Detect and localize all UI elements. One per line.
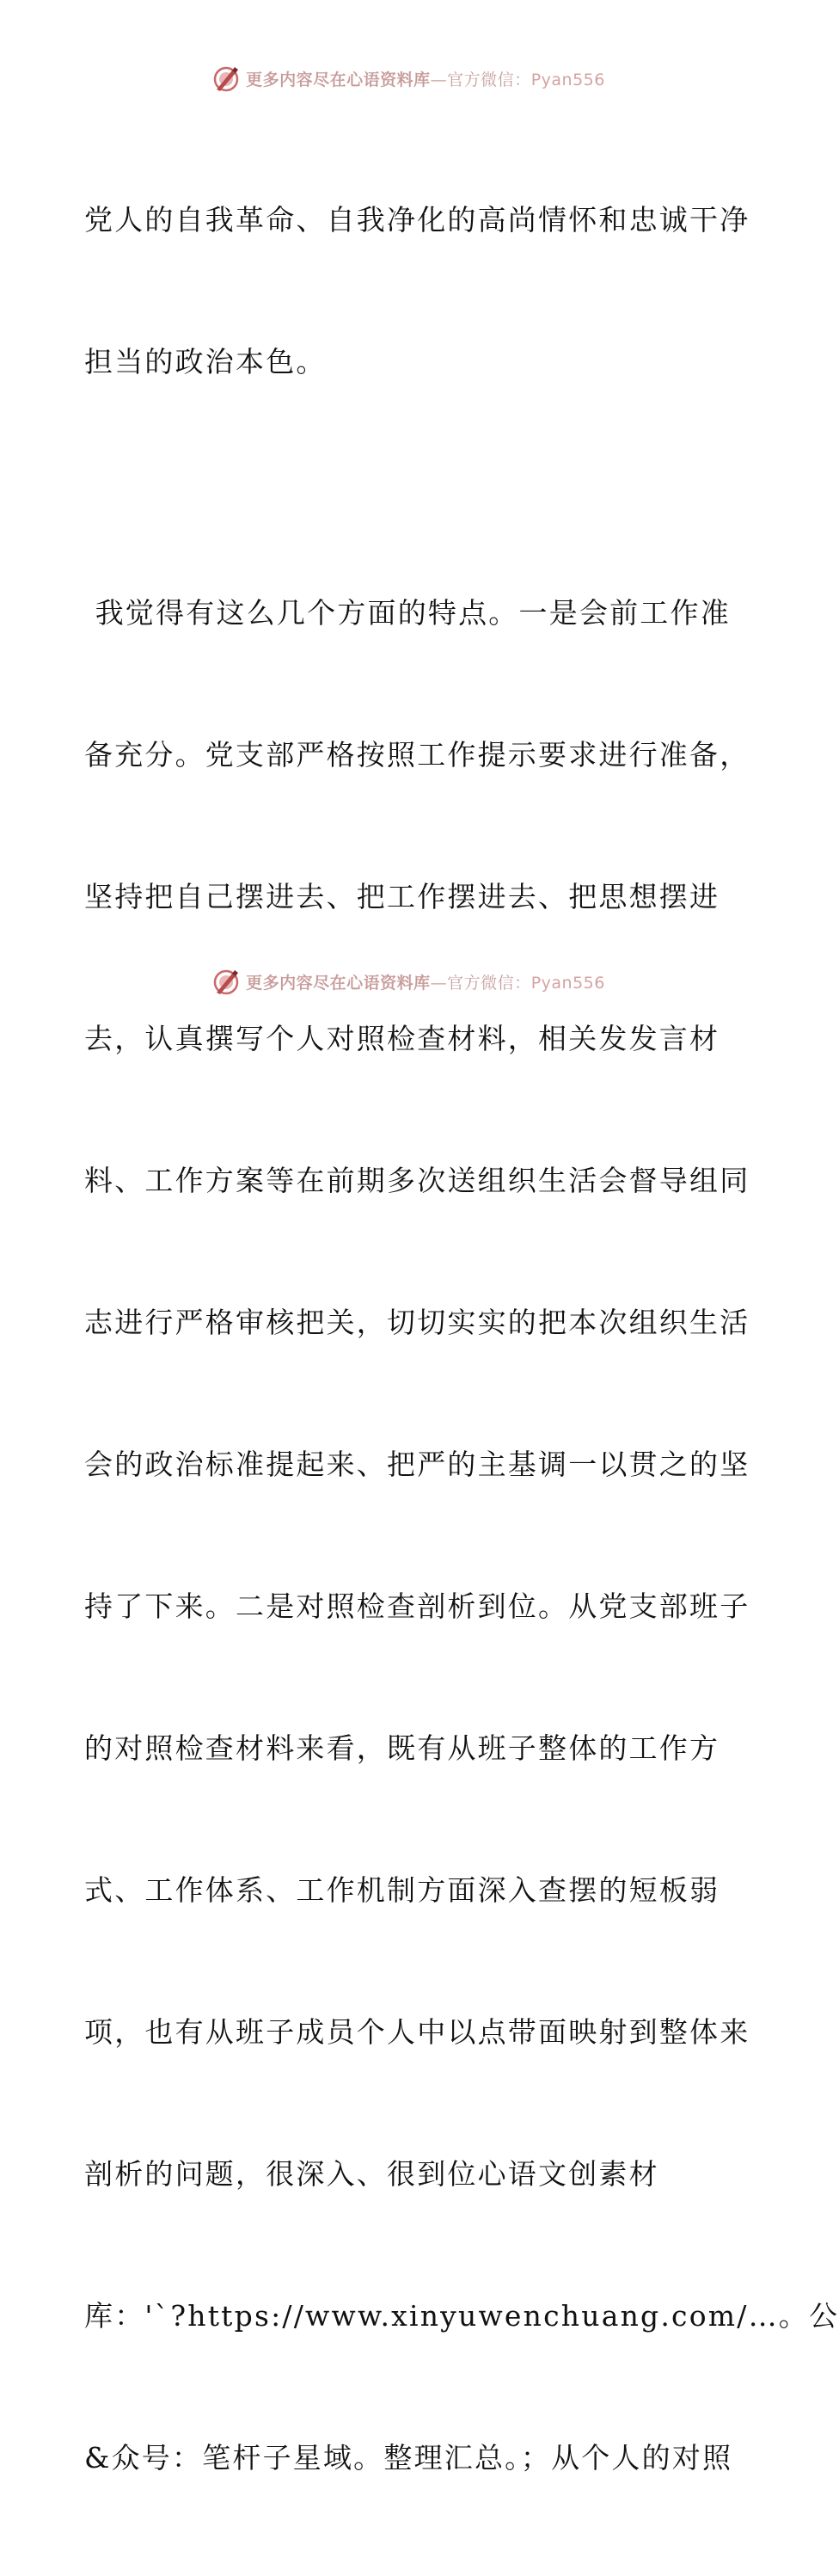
text-line: 持了下来。二是对照检查剖析到位。从党支部班子 (84, 1589, 750, 1623)
text-line: 备充分。党支部严格按照工作提示要求进行准备， (84, 738, 750, 772)
watermark-separator: — (430, 70, 448, 89)
text-line: 党人的自我革命、自我净化的高尚情怀和忠诚干净 (84, 203, 750, 237)
text-line: 会的政治标准提起来、把严的主基调一以贯之的坚 (84, 1448, 750, 1481)
text-line: 我觉得有这么几个方面的特点。一是会前工作准 (84, 596, 731, 630)
watermark-id: Pyan556 (530, 70, 605, 89)
text-line: 剖析的问题，很深入、很到位心语文创素材 (84, 2157, 659, 2191)
watermark-id: Pyan556 (530, 973, 605, 993)
pen-logo-icon (211, 64, 241, 93)
text-line: &众号：笔杆子星域。整理汇总。；从个人的对照 (84, 2441, 733, 2475)
text-line: 去，认真撰写个人对照检查材料，相关发发言材 (84, 1022, 720, 1055)
paragraph-2 (84, 495, 839, 2576)
watermark-main: 更多内容尽在心语资料库 (246, 70, 431, 89)
text-line: 料、工作方案等在前期多次送组织生活会督导组同 (84, 1164, 750, 1197)
text-line: 坚持把自己摆进去、把工作摆进去、把思想摆进 (84, 880, 720, 913)
pen-logo-icon (211, 967, 241, 996)
text-line: 担当的政治本色。 (84, 345, 327, 378)
paragraph-1 (84, 101, 750, 480)
watermark-main: 更多内容尽在心语资料库 (246, 973, 431, 993)
watermark-text (246, 67, 605, 90)
text-line: 志进行严格审核把关，切切实实的把本次组织生活 (84, 1306, 750, 1339)
watermark-separator: — (430, 973, 448, 993)
header-watermark (0, 61, 817, 95)
footer-watermark (0, 964, 817, 999)
text-line: 式、工作体系、工作机制方面深入查摆的短板弱 (84, 1873, 720, 1907)
watermark-contact: 官方微信： (447, 973, 531, 993)
watermark-text (246, 970, 605, 993)
document-body (84, 101, 839, 2576)
watermark-contact: 官方微信： (447, 70, 531, 89)
text-line: 库：'`?https://www.xinyuwenchuang.com/…。公 (84, 2299, 839, 2333)
text-line: 的对照检查材料来看，既有从班子整体的工作方 (84, 1731, 720, 1765)
text-line: 项，也有从班子成员个人中以点带面映射到整体来 (84, 2015, 750, 2049)
